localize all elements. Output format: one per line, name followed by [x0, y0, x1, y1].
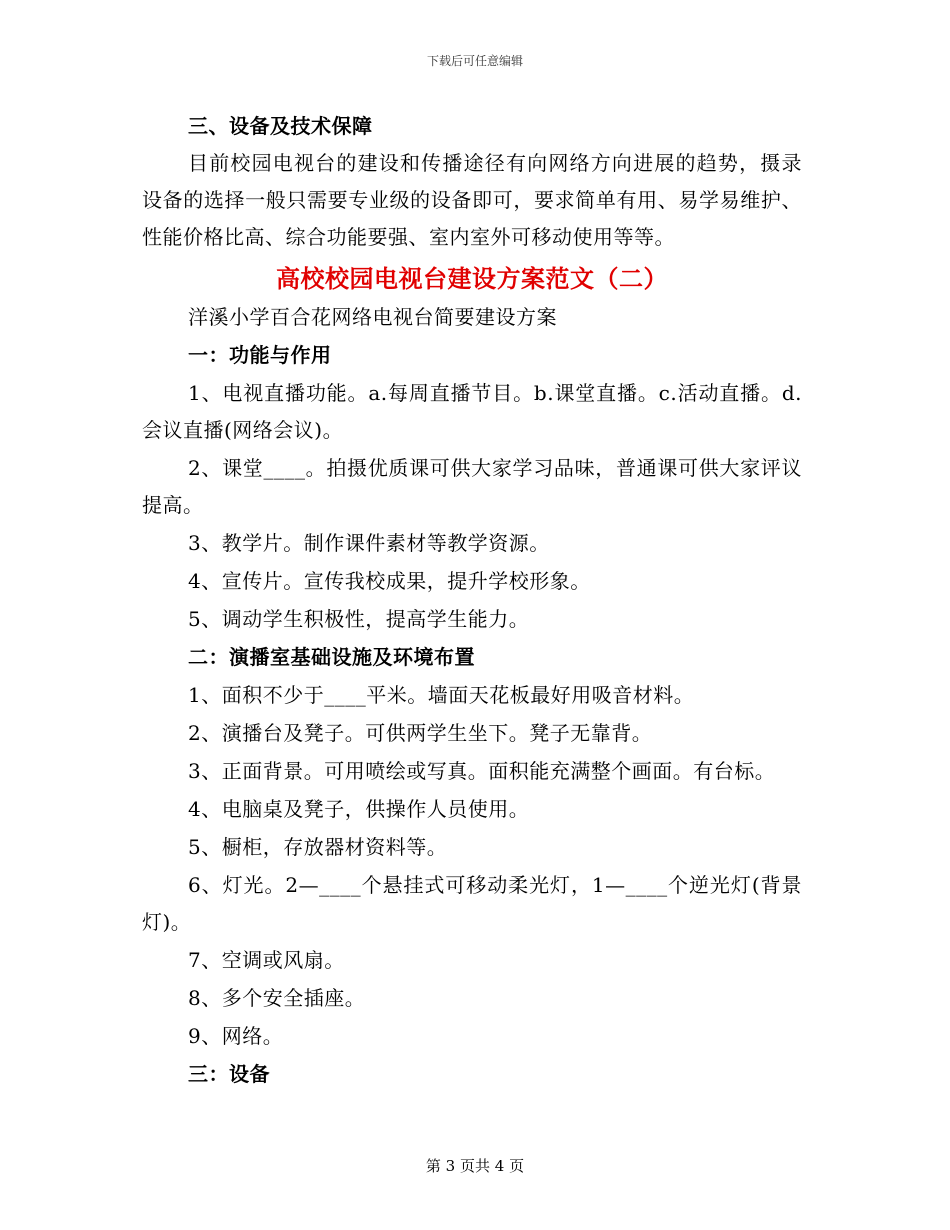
heading-studio: 二：演播室基础设施及环境布置 [188, 645, 475, 669]
studio-item-2: 2、演播台及凳子。可供两学生坐下。凳子无靠背。 [188, 721, 653, 745]
page-header: 下载后可任意编辑 [426, 54, 523, 68]
studio-item-7: 7、空调或风扇。 [188, 948, 345, 972]
studio-item-5: 5、橱柜，存放器材资料等。 [188, 835, 448, 859]
function-item-4: 4、宣传片。宣传我校成果，提升学校形象。 [188, 569, 591, 593]
function-item-3: 3、教学片。制作课件素材等教学资源。 [188, 531, 550, 555]
document-body [142, 108, 802, 1093]
function-item-2: 2、课堂____。拍摄优质课可供大家学习品味，普通课可供大家评议提高。 [142, 456, 802, 517]
studio-item-1: 1、面积不少于____平米。墙面天花板最好用吸音材料。 [188, 683, 695, 707]
studio-item-8: 8、多个安全插座。 [188, 986, 366, 1010]
studio-item-9: 9、网络。 [188, 1024, 284, 1048]
studio-item-4: 4、电脑桌及凳子，供操作人员使用。 [188, 797, 530, 821]
studio-item-6: 6、灯光。2—____个悬挂式可移动柔光灯，1—____个逆光灯(背景灯)。 [142, 873, 802, 934]
page-footer: 第 3 页共 4 页 [425, 1157, 525, 1175]
function-item-1: 1、电视直播功能。a.每周直播节目。b.课堂直播。c.活动直播。d.会议直播(网络会议)。 [142, 381, 802, 442]
section-heading-equipment-tech: 三、设备及技术保障 [188, 114, 373, 138]
studio-item-3: 3、正面背景。可用喷绘或写真。面积能充满整个画面。有台标。 [188, 759, 776, 783]
heading-function: 一：功能与作用 [188, 343, 332, 367]
paragraph-equipment-tech: 目前校园电视台的建设和传播途径有向网络方向进展的趋势，摄录设备的选择一般只需要专业级的设备即可，要求简单有用、易学易维护、性能价格比高、综合功能要强、室内室外可移动使用等等。 [142, 151, 802, 249]
document-subtitle: 洋溪小学百合花网络电视台简要建设方案 [188, 305, 557, 329]
heading-equipment: 三：设备 [188, 1062, 270, 1086]
document-title: 高校校园电视台建设方案范文（二） [276, 264, 668, 293]
function-item-5: 5、调动学生积极性，提高学生能力。 [188, 607, 530, 631]
